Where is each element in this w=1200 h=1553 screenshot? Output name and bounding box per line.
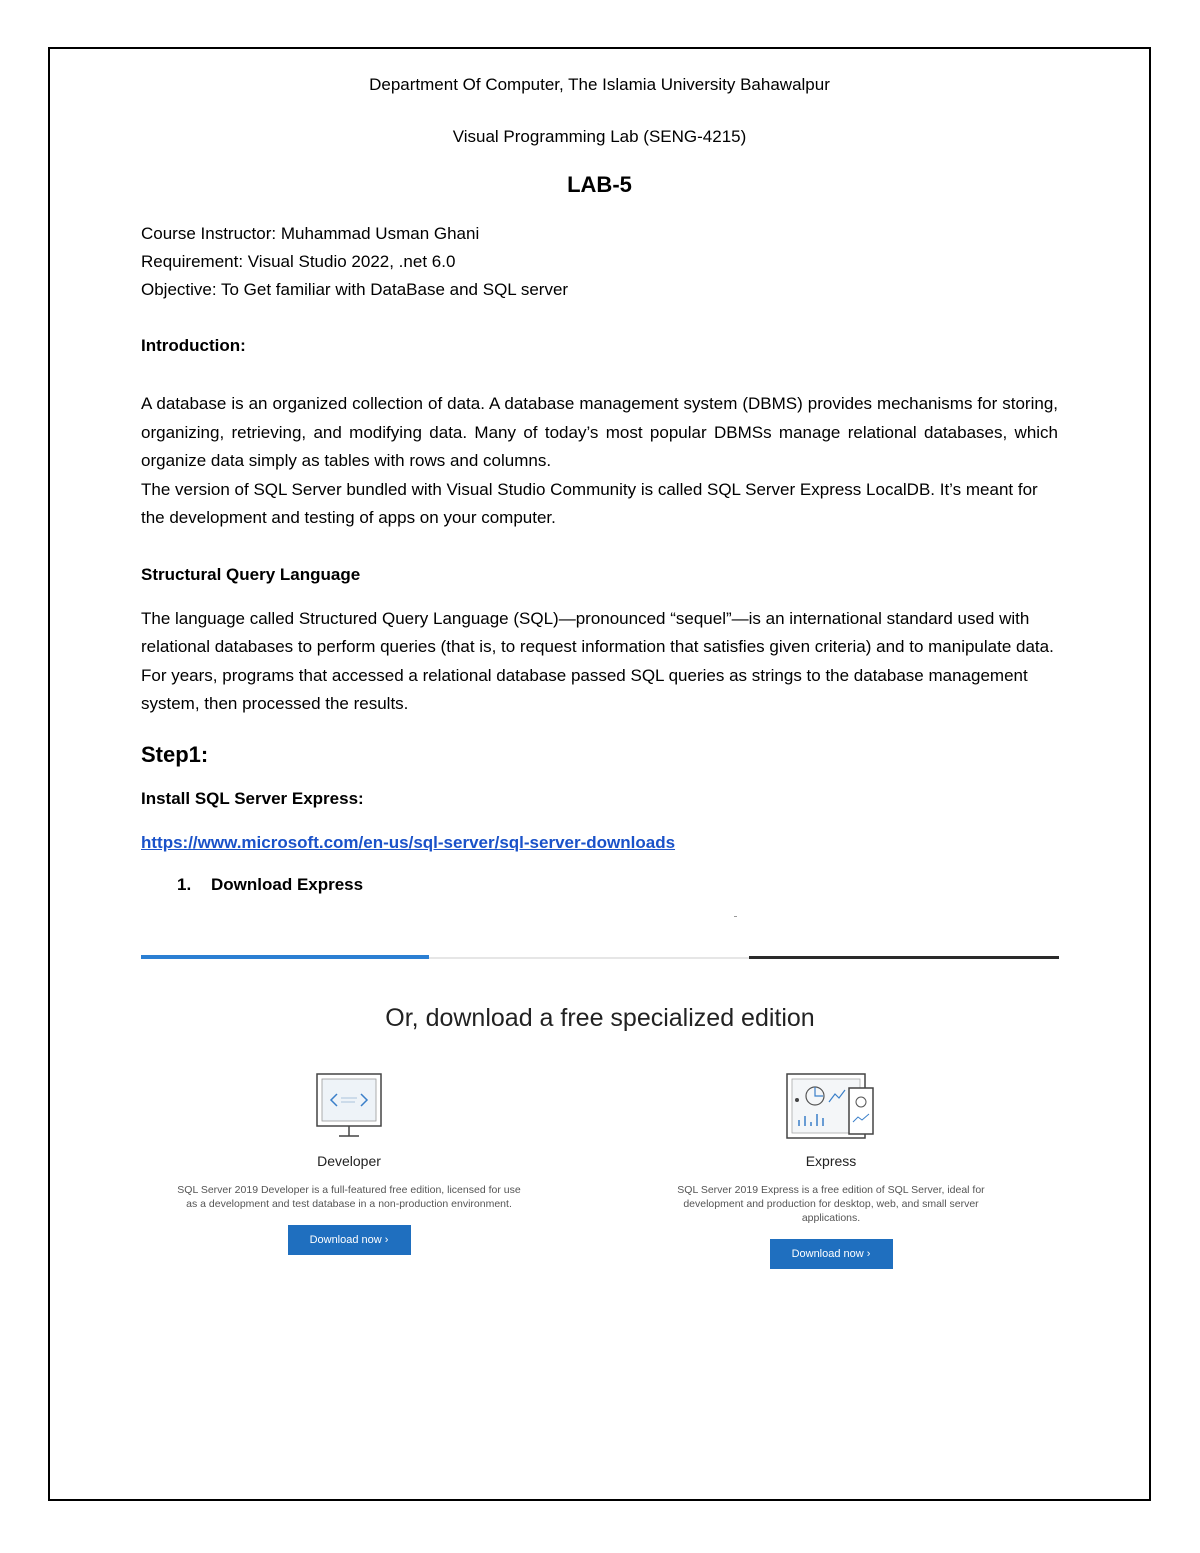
tab-bar-divider (429, 957, 749, 959)
instructor-line: Course Instructor: Muhammad Usman Ghani (141, 224, 480, 243)
department-header: Department Of Computer, The Islamia University Bahawalpur (369, 75, 830, 94)
monitor-code-icon (299, 1070, 399, 1145)
introduction-heading: Introduction: (141, 336, 246, 355)
sql-heading: Structural Query Language (141, 564, 361, 584)
edition-section-title: Or, download a free specialized edition (385, 1004, 815, 1032)
download-screenshot (141, 955, 1059, 1295)
list-item (141, 871, 1058, 899)
list-text: Download Express (211, 874, 364, 894)
express-edition (651, 1070, 1011, 1269)
list-number: 1. (177, 874, 192, 894)
tab-bar-dark (749, 956, 1059, 959)
stray-mark (734, 916, 737, 917)
developer-name: Developer (317, 1153, 381, 1169)
lab-title: LAB-5 (567, 172, 632, 197)
accent-tab-bar (141, 955, 429, 959)
sql-paragraph: The language called Structured Query Language (SQL)—pronounced “sequel”—is an international standard used with relational databases to perform queries (that is, to request information that satisfies given criteria) and to manipulate data. For years, programs that accessed a relational database passed SQL queries as strings to the database management system, then processed the results. (141, 608, 1054, 713)
express-download-button[interactable]: Download now › (770, 1239, 893, 1269)
document-body (141, 70, 1058, 899)
localdb-paragraph: The version of SQL Server bundled with Visual Studio Community is called SQL Server Express LocalDB. It’s meant for the development and testing of apps on your computer. (141, 479, 1038, 527)
express-name: Express (805, 1153, 857, 1169)
dashboard-devices-icon (781, 1070, 881, 1145)
requirement-line: Requirement: Visual Studio 2022, .net 6.0 (141, 252, 456, 271)
developer-edition (169, 1070, 529, 1255)
introduction-paragraph: A database is an organized collection of data. A database management system (DBMS) provides mechanisms for storing, organizing, retrieving, and modifying data. Many of today’s most popular DBMSs manage relational databases, which organize data simply as tables with rows and columns. (141, 394, 1058, 470)
lab-meta (141, 220, 1058, 304)
developer-download-button[interactable]: Download now › (288, 1225, 411, 1255)
developer-description: SQL Server 2019 Developer is a full-featured free edition, licensed for use as a development and test database in a non-production environment. (177, 1184, 521, 1210)
step1-heading: Step1: (141, 741, 209, 767)
express-description: SQL Server 2019 Express is a free edition of SQL Server, ideal for development and production for desktop, web, and small server applications. (677, 1184, 985, 1224)
install-heading: Install SQL Server Express: (141, 788, 364, 808)
objective-line: Objective: To Get familiar with DataBase and SQL server (141, 280, 569, 299)
sql-server-download-link[interactable]: https://www.microsoft.com/en-us/sql-server/sql-server-downloads (141, 832, 676, 852)
course-title: Visual Programming Lab (SENG-4215) (452, 127, 747, 146)
